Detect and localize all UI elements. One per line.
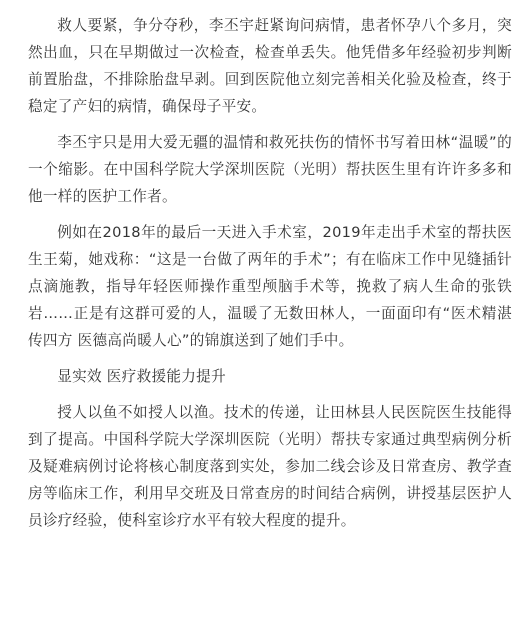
section-subheading: 显实效 医疗救援能力提升 xyxy=(57,368,226,385)
article-paragraph-3: 例如在2018年的最后一天进入手术室，2019年走出手术室的帮扶医生王菊，她戏称：“这是一台做了两年的手术”；有在临床工作中见缝插针点滴施教，指导年轻医师操作重型颅脑手术等，挽救了病人生命的张铁岩……正是有这群可爱的人，温暖了无数田林人，一面面印有“医术精湛传四方 医德高尚暖人心”的锦旗送到了她们手中。 xyxy=(28,224,512,349)
article-paragraph-1: 救人要紧，争分夺秒，李丕宇赶紧询问病情，患者怀孕八个多月，突然出血，只在早期做过一次检查，检查单丢失。他凭借多年经验初步判断前置胎盘，不排除胎盘早剥。回到医院他立刻完善相关化验及检查，终于稳定了产妇的病情，确保母子平安。 xyxy=(28,17,512,115)
article-paragraph-4: 授人以鱼不如授人以渔。技术的传递，让田林县人民医院医生技能得到了提高。中国科学院大学深圳医院（光明）帮扶专家通过典型病例分析及疑难病例讨论将核心制度落到实处，参加二线会诊及日常查房、教学查房等临床工作，利用早交班及日常查房的时间结合病例，讲授基层医护人员诊疗经验，使科室诊疗水平有较大程度的提升。 xyxy=(28,404,512,529)
article-paragraph-2: 李丕宇只是用大爱无疆的温情和救死扶伤的情怀书写着田林“温暖”的一个缩影。在中国科学院大学深圳医院（光明）帮扶医生里有许许多多和他一样的医护工作者。 xyxy=(28,134,512,205)
